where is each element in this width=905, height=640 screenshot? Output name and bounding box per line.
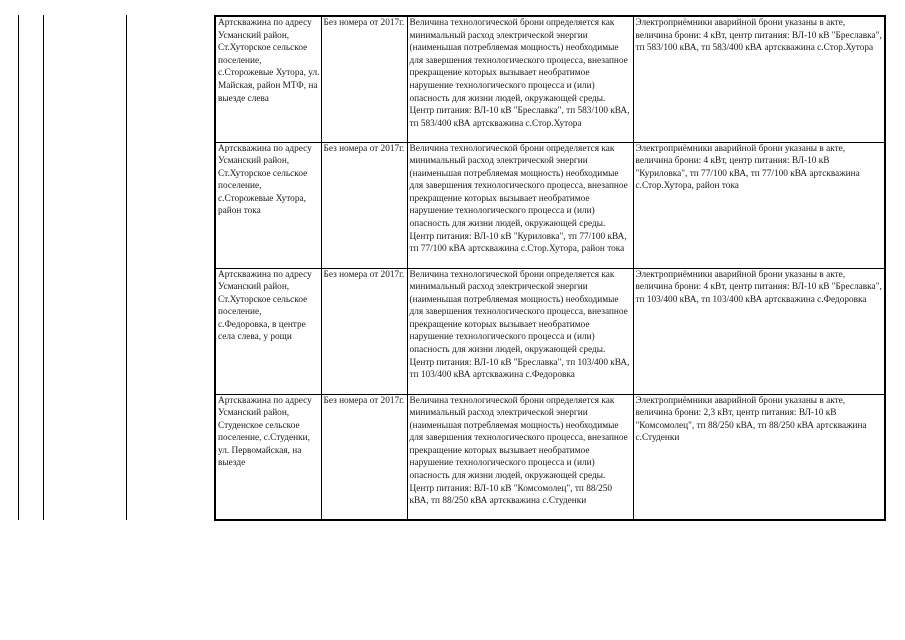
- table-row: [215, 394, 885, 520]
- justification-text: Величина технологической брони определяется как минимальный расход электрической энергии (наименьшая потребляемая мощность) необходимые для завершения технологического процесса, внезапное прекращение которых вызывает необратимое нарушение технологического процесса и (или) опасность для жизни людей, окружающей среды. Центр питания: ВЛ-10 кВ "Бреславка", тп 103/400 кВА, тп 103/400 кВА артскважина с.Федоровка: [409, 269, 630, 381]
- justification-text: Величина технологической брони определяется как минимальный расход электрической энергии (наименьшая потребляемая мощность) необходимые для завершения технологического процесса, внезапное прекращение которых вызывает необратимое нарушение технологического процесса и (или) опасность для жизни людей, окружающей среды. Центр питания: ВЛ-10 кВ "Бреславка", тп 583/100 кВА, тп 583/400 кВА артскважина с.Стор.Хутора: [409, 18, 630, 129]
- justification-text: Величина технологической брони определяется как минимальный расход электрической энергии (наименьшая потребляемая мощность) необходимые для завершения технологического процесса, внезапное прекращение которых вызывает необратимое нарушение технологического процесса и (или) опасность для жизни людей, окружающей среды. Центр питания: ВЛ-10 кВ "Куриловка", тп 77/100 кВА, тп 77/100 кВА артскважина с.Стор.Хутора, район тока: [409, 143, 628, 255]
- document-number-cell: [321, 394, 407, 520]
- remarks-cell: [633, 268, 885, 394]
- remarks-cell: [633, 142, 885, 268]
- left-column-rule-3: [126, 15, 127, 520]
- remarks-cell: [633, 16, 885, 142]
- document-number-text: Без номера от 2017г.: [323, 395, 405, 406]
- table-row: [215, 16, 885, 142]
- remarks-text: Электроприёмники аварийной брони указаны в акте, величина брони: 4 кВт, центр питания: ВЛ-10 кВ "Бреславка", тп 103/400 кВА, тп 103/400 кВА артскважина с.Федоровка: [635, 269, 882, 305]
- left-column-rule-2: [43, 15, 44, 520]
- document-number-text: Без номера от 2017г.: [323, 269, 405, 280]
- table-row: [215, 268, 885, 394]
- document-number-cell: [321, 142, 407, 268]
- remarks-cell: [633, 394, 885, 520]
- location-cell: [215, 16, 321, 142]
- location-text: Артскважина по адресу Усманский район, Ст.Хуторское сельское поселение, с.Сторожевые Хутора, район тока: [218, 143, 312, 217]
- location-text: Артскважина по адресу Усманский район, Ст.Хуторское сельское поселение, с.Сторожевые Хутора, ул. Майская, район МТФ, на выезде слева: [218, 18, 320, 104]
- location-text: Артскважина по адресу Усманский район, Студенское сельское поселение, с.Студенки, ул. Первомайская, на выезде: [218, 395, 312, 469]
- justification-text: Величина технологической брони определяется как минимальный расход электрической энергии (наименьшая потребляемая мощность) необходимые для завершения технологического процесса, внезапное прекращение которых вызывает необратимое нарушение технологического процесса и (или) опасность для жизни людей, окружающей среды. Центр питания: ВЛ-10 кВ "Комсомолец", тп 88/250 кВА, тп 88/250 кВА артскважина с.Студенки: [409, 395, 628, 507]
- remarks-text: Электроприёмники аварийной брони указаны в акте, величина брони: 2,3 кВт, центр питания: ВЛ-10 кВ "Комсомолец", тп 88/250 кВА, тп 88/250 кВА артскважина с.Студенки: [635, 395, 867, 444]
- document-number-cell: [321, 268, 407, 394]
- left-column-rule-1: [18, 15, 19, 520]
- justification-cell: [407, 142, 633, 268]
- justification-cell: [407, 16, 633, 142]
- remarks-text: Электроприёмники аварийной брони указаны в акте, величина брони: 4 кВт, центр питания: ВЛ-10 кВ "Куриловка", тп 77/100 кВА, тп 77/100 кВА артскважина с.Стор.Хутора, район тока: [635, 143, 860, 192]
- location-text: Артскважина по адресу Усманский район, Ст.Хуторское сельское поселение, с.Федоровка, в центре села слева, у рощи: [218, 269, 312, 343]
- document-number-text: Без номера от 2017г.: [323, 18, 405, 28]
- location-cell: [215, 268, 321, 394]
- table-row: [215, 142, 885, 268]
- remarks-text: Электроприёмники аварийной брони указаны в акте, величина брони: 4 кВт, центр питания: ВЛ-10 кВ "Бреславка", тп 583/100 кВА, тп 583/400 кВА артскважина с.Стор.Хутора: [635, 18, 882, 54]
- document-number-cell: [321, 16, 407, 142]
- location-cell: [215, 142, 321, 268]
- emergency-reserve-table: [214, 15, 886, 521]
- location-cell: [215, 394, 321, 520]
- document-number-text: Без номера от 2017г.: [323, 143, 405, 154]
- justification-cell: [407, 268, 633, 394]
- justification-cell: [407, 394, 633, 520]
